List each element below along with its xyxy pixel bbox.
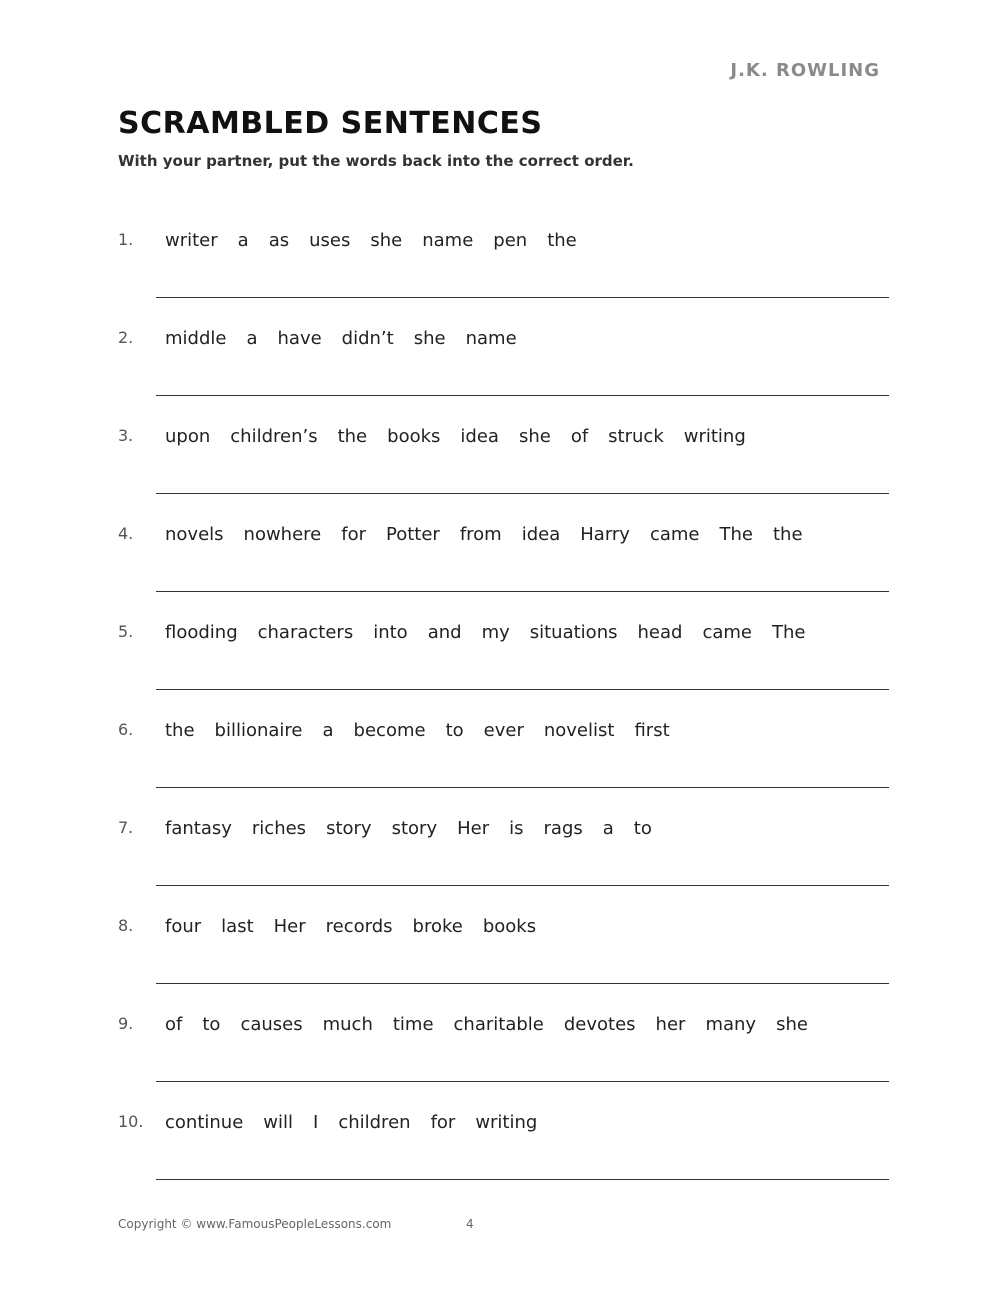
author-name: J.K. ROWLING — [730, 60, 880, 81]
scrambled-word: she — [518, 426, 551, 447]
scrambled-word: I — [313, 1112, 319, 1133]
scrambled-word: a — [322, 720, 334, 741]
scrambled-word: Her — [273, 916, 306, 937]
item-number: 4. — [118, 524, 134, 543]
sentence-list — [0, 214, 1000, 1194]
item-number: 8. — [118, 916, 134, 935]
scrambled-word: writing — [683, 426, 746, 447]
scrambled-word: riches — [251, 818, 307, 839]
item-number: 3. — [118, 426, 134, 445]
scrambled-word: continue — [165, 1112, 244, 1133]
instructions: With your partner, put the words back into the correct order. — [118, 152, 634, 170]
scrambled-word: for — [430, 1112, 456, 1133]
scrambled-word: the — [772, 524, 803, 545]
scrambled-word: ever — [483, 720, 524, 741]
answer-line[interactable] — [156, 493, 889, 494]
scrambled-word: writer — [165, 230, 218, 251]
scrambled-word: the — [337, 426, 368, 447]
scrambled-word: much — [322, 1014, 373, 1035]
scrambled-word: last — [221, 916, 254, 937]
scrambled-word: devotes — [563, 1014, 636, 1035]
sentence-item — [0, 1096, 1000, 1194]
sentence-item — [0, 214, 1000, 312]
sentence-item — [0, 410, 1000, 508]
scrambled-word: Harry — [580, 524, 630, 545]
scrambled-word: a — [237, 230, 249, 251]
scrambled-word: many — [705, 1014, 757, 1035]
scrambled-word: uses — [309, 230, 351, 251]
scrambled-words — [165, 328, 517, 349]
sentence-item — [0, 508, 1000, 606]
scrambled-word: fantasy — [165, 818, 232, 839]
scrambled-word: have — [277, 328, 322, 349]
scrambled-word: and — [427, 622, 462, 643]
scrambled-word: become — [353, 720, 426, 741]
scrambled-word: The — [771, 622, 806, 643]
scrambled-word: upon — [165, 426, 211, 447]
scrambled-word: novelist — [543, 720, 615, 741]
scrambled-word: story — [326, 818, 372, 839]
item-number: 2. — [118, 328, 134, 347]
scrambled-word: of — [165, 1014, 183, 1035]
scrambled-word: time — [392, 1014, 434, 1035]
item-number: 5. — [118, 622, 134, 641]
scrambled-word: to — [202, 1014, 221, 1035]
answer-line[interactable] — [156, 787, 889, 788]
scrambled-word: children’s — [230, 426, 318, 447]
sentence-item — [0, 312, 1000, 410]
scrambled-word: into — [373, 622, 408, 643]
scrambled-word: causes — [240, 1014, 303, 1035]
scrambled-words — [165, 818, 652, 839]
scrambled-word: situations — [529, 622, 618, 643]
scrambled-word: as — [268, 230, 290, 251]
scrambled-word: she — [413, 328, 446, 349]
scrambled-word: charitable — [453, 1014, 544, 1035]
scrambled-word: middle — [165, 328, 227, 349]
scrambled-word: she — [776, 1014, 808, 1035]
page-title: SCRAMBLED SENTENCES — [118, 106, 543, 141]
scrambled-words — [165, 524, 803, 545]
scrambled-word: will — [263, 1112, 294, 1133]
scrambled-word: writing — [475, 1112, 538, 1133]
scrambled-word: my — [481, 622, 510, 643]
scrambled-word: came — [702, 622, 752, 643]
scrambled-word: flooding — [165, 622, 238, 643]
scrambled-words — [165, 230, 577, 251]
scrambled-word: struck — [608, 426, 664, 447]
sentence-item — [0, 606, 1000, 704]
scrambled-word: Her — [457, 818, 490, 839]
scrambled-word: a — [602, 818, 614, 839]
answer-line[interactable] — [156, 885, 889, 886]
answer-line[interactable] — [156, 1179, 889, 1180]
scrambled-words — [165, 720, 670, 741]
scrambled-word: records — [325, 916, 393, 937]
scrambled-word: first — [634, 720, 670, 741]
scrambled-word: name — [422, 230, 474, 251]
scrambled-words — [165, 622, 805, 643]
scrambled-word: to — [633, 818, 652, 839]
scrambled-word: billionaire — [214, 720, 303, 741]
answer-line[interactable] — [156, 591, 889, 592]
scrambled-word: from — [459, 524, 502, 545]
sentence-item — [0, 998, 1000, 1096]
scrambled-word: head — [637, 622, 683, 643]
scrambled-word: she — [370, 230, 403, 251]
scrambled-word: pen — [493, 230, 528, 251]
answer-line[interactable] — [156, 297, 889, 298]
scrambled-word: came — [649, 524, 700, 545]
scrambled-word: characters — [257, 622, 354, 643]
sentence-item — [0, 900, 1000, 998]
scrambled-word: broke — [412, 916, 463, 937]
scrambled-word: to — [445, 720, 464, 741]
sentence-item — [0, 802, 1000, 900]
scrambled-word: idea — [460, 426, 499, 447]
item-number: 9. — [118, 1014, 134, 1033]
scrambled-word: The — [719, 524, 753, 545]
scrambled-word: novels — [165, 524, 224, 545]
scrambled-word: a — [246, 328, 258, 349]
scrambled-word: name — [465, 328, 517, 349]
scrambled-word: didn’t — [341, 328, 394, 349]
item-number: 6. — [118, 720, 134, 739]
scrambled-word: the — [547, 230, 577, 251]
scrambled-words — [165, 1112, 537, 1133]
scrambled-word: idea — [521, 524, 561, 545]
item-number: 1. — [118, 230, 134, 249]
sentence-item — [0, 704, 1000, 802]
scrambled-word: of — [570, 426, 589, 447]
scrambled-word: books — [387, 426, 441, 447]
scrambled-word: rags — [543, 818, 583, 839]
scrambled-word: children — [338, 1112, 411, 1133]
answer-line[interactable] — [156, 395, 889, 396]
answer-line[interactable] — [156, 983, 889, 984]
scrambled-word: the — [165, 720, 195, 741]
scrambled-word: nowhere — [243, 524, 322, 545]
scrambled-words — [165, 426, 746, 447]
scrambled-word: for — [341, 524, 366, 545]
scrambled-words — [165, 1014, 808, 1035]
page-number: 4 — [466, 1217, 474, 1231]
item-number: 7. — [118, 818, 134, 837]
item-number: 10. — [118, 1112, 144, 1131]
scrambled-word: is — [509, 818, 524, 839]
scrambled-word: Potter — [386, 524, 440, 545]
answer-line[interactable] — [156, 689, 889, 690]
scrambled-word: four — [165, 916, 202, 937]
copyright-notice: Copyright © www.FamousPeopleLessons.com — [118, 1217, 392, 1231]
scrambled-words — [165, 916, 536, 937]
scrambled-word: books — [482, 916, 537, 937]
scrambled-word: story — [391, 818, 438, 839]
answer-line[interactable] — [156, 1081, 889, 1082]
scrambled-word: her — [655, 1014, 686, 1035]
